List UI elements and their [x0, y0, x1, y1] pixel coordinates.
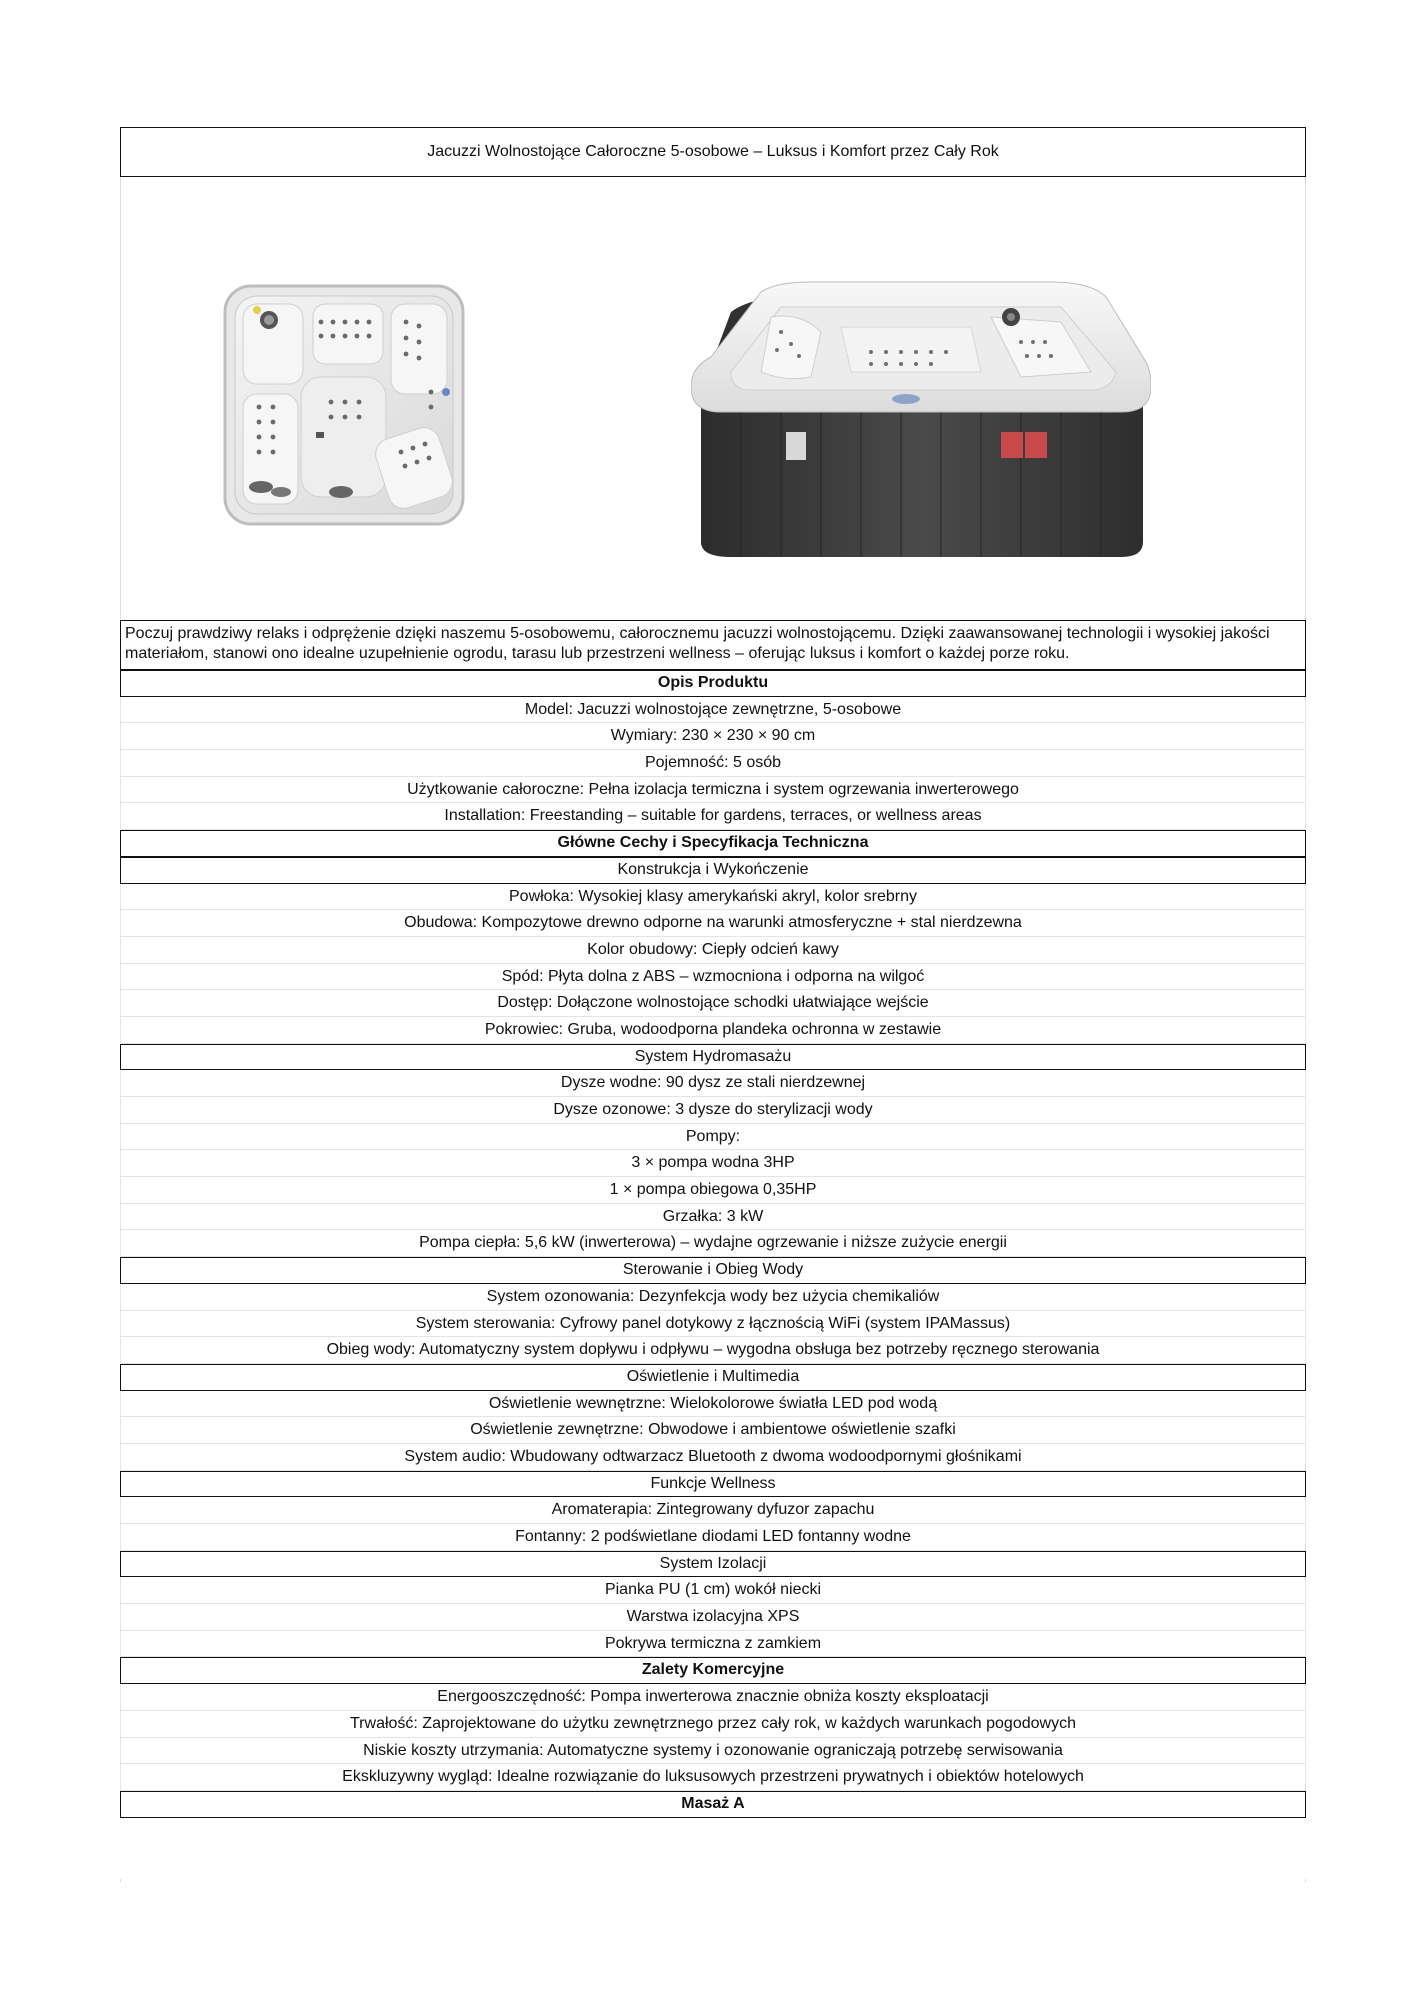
- spec-row: Energooszczędność: Pompa inwerterowa znacznie obniża koszty eksploatacji: [120, 1684, 1306, 1711]
- spec-row: 3 × pompa wodna 3HP: [120, 1150, 1306, 1177]
- document-page: [120, 127, 1306, 1882]
- hot-tub-top-view-image: [221, 282, 471, 532]
- specification-table: [120, 670, 1306, 1818]
- intro-paragraph: Poczuj prawdziwy relaks i odprężenie dzięki naszemu 5-osobowemu, całorocznemu jacuzzi wolnostojącemu. Dzięki zaawansowanej technologii i wysokiej jakości materiałom, stanowi ono idealne uzupełnienie ogrodu, tarasu lub przestrzeni wellness – oferując luksus i komfort o każdej porze roku.: [120, 620, 1306, 670]
- spec-row: Trwałość: Zaprojektowane do użytku zewnętrznego przez cały rok, w każdych warunkach pogodowych: [120, 1711, 1306, 1738]
- spec-row: Fontanny: 2 podświetlane diodami LED fontanny wodne: [120, 1524, 1306, 1551]
- section-heading: Masaż A: [120, 1791, 1306, 1818]
- spec-row: Spód: Płyta dolna z ABS – wzmocniona i odporna na wilgoć: [120, 964, 1306, 991]
- spec-row: Installation: Freestanding – suitable for gardens, terraces, or wellness areas: [120, 803, 1306, 830]
- subsection-heading: Sterowanie i Obieg Wody: [120, 1257, 1306, 1284]
- hot-tub-perspective-image: [691, 272, 1151, 562]
- spec-row: Pokrowiec: Gruba, wodoodporna plandeka ochronna w zestawie: [120, 1017, 1306, 1044]
- subsection-heading: System Izolacji: [120, 1551, 1306, 1578]
- section-heading: Zalety Komercyjne: [120, 1657, 1306, 1684]
- spec-row: Obieg wody: Automatyczny system dopływu i odpływu – wygodna obsługa bez potrzeby ręcznego sterowania: [120, 1337, 1306, 1364]
- secondary-image-area: [120, 1879, 1306, 1882]
- spec-row: Model: Jacuzzi wolnostojące zewnętrzne, 5-osobowe: [120, 697, 1306, 724]
- spec-row: Dysze ozonowe: 3 dysze do sterylizacji wody: [120, 1097, 1306, 1124]
- page-title: Jacuzzi Wolnostojące Całoroczne 5-osobowe – Luksus i Komfort przez Cały Rok: [120, 127, 1306, 177]
- spec-row: Pianka PU (1 cm) wokół niecki: [120, 1577, 1306, 1604]
- spec-row: System sterowania: Cyfrowy panel dotykowy z łącznością WiFi (system IPAMassus): [120, 1311, 1306, 1338]
- spec-row: Kolor obudowy: Ciepły odcień kawy: [120, 937, 1306, 964]
- spec-row: Niskie koszty utrzymania: Automatyczne systemy i ozonowanie ograniczają potrzebę serwisowania: [120, 1738, 1306, 1765]
- spec-row: Grzałka: 3 kW: [120, 1204, 1306, 1231]
- spec-row: Oświetlenie wewnętrzne: Wielokolorowe światła LED pod wodą: [120, 1391, 1306, 1418]
- spec-row: System audio: Wbudowany odtwarzacz Bluetooth z dwoma wodoodpornymi głośnikami: [120, 1444, 1306, 1471]
- subsection-heading: Oświetlenie i Multimedia: [120, 1364, 1306, 1391]
- spec-row: Pompa ciepła: 5,6 kW (inwerterowa) – wydajne ogrzewanie i niższe zużycie energii: [120, 1230, 1306, 1257]
- spec-row: Obudowa: Kompozytowe drewno odporne na warunki atmosferyczne + stal nierdzewna: [120, 910, 1306, 937]
- spec-row: Dysze wodne: 90 dysz ze stali nierdzewnej: [120, 1070, 1306, 1097]
- spec-row: System ozonowania: Dezynfekcja wody bez użycia chemikaliów: [120, 1284, 1306, 1311]
- spec-row: Dostęp: Dołączone wolnostojące schodki ułatwiające wejście: [120, 990, 1306, 1017]
- subsection-heading: Konstrukcja i Wykończenie: [120, 857, 1306, 884]
- spec-row: Oświetlenie zewnętrzne: Obwodowe i ambientowe oświetlenie szafki: [120, 1417, 1306, 1444]
- spec-row: Pokrywa termiczna z zamkiem: [120, 1631, 1306, 1658]
- spec-row: Pojemność: 5 osób: [120, 750, 1306, 777]
- spec-row: Użytkowanie całoroczne: Pełna izolacja termiczna i system ogrzewania inwerterowego: [120, 777, 1306, 804]
- spec-row: Ekskluzywny wygląd: Idealne rozwiązanie do luksusowych przestrzeni prywatnych i obiektów hotelowych: [120, 1764, 1306, 1791]
- subsection-heading: System Hydromasażu: [120, 1044, 1306, 1071]
- spec-row: 1 × pompa obiegowa 0,35HP: [120, 1177, 1306, 1204]
- section-heading: Główne Cechy i Specyfikacja Techniczna: [120, 830, 1306, 857]
- spec-row: Pompy:: [120, 1124, 1306, 1151]
- spec-row: Warstwa izolacyjna XPS: [120, 1604, 1306, 1631]
- spec-row: Aromaterapia: Zintegrowany dyfuzor zapachu: [120, 1497, 1306, 1524]
- subsection-heading: Funkcje Wellness: [120, 1471, 1306, 1498]
- spec-row: Wymiary: 230 × 230 × 90 cm: [120, 723, 1306, 750]
- section-heading: Opis Produktu: [120, 670, 1306, 697]
- spec-row: Powłoka: Wysokiej klasy amerykański akryl, kolor srebrny: [120, 884, 1306, 911]
